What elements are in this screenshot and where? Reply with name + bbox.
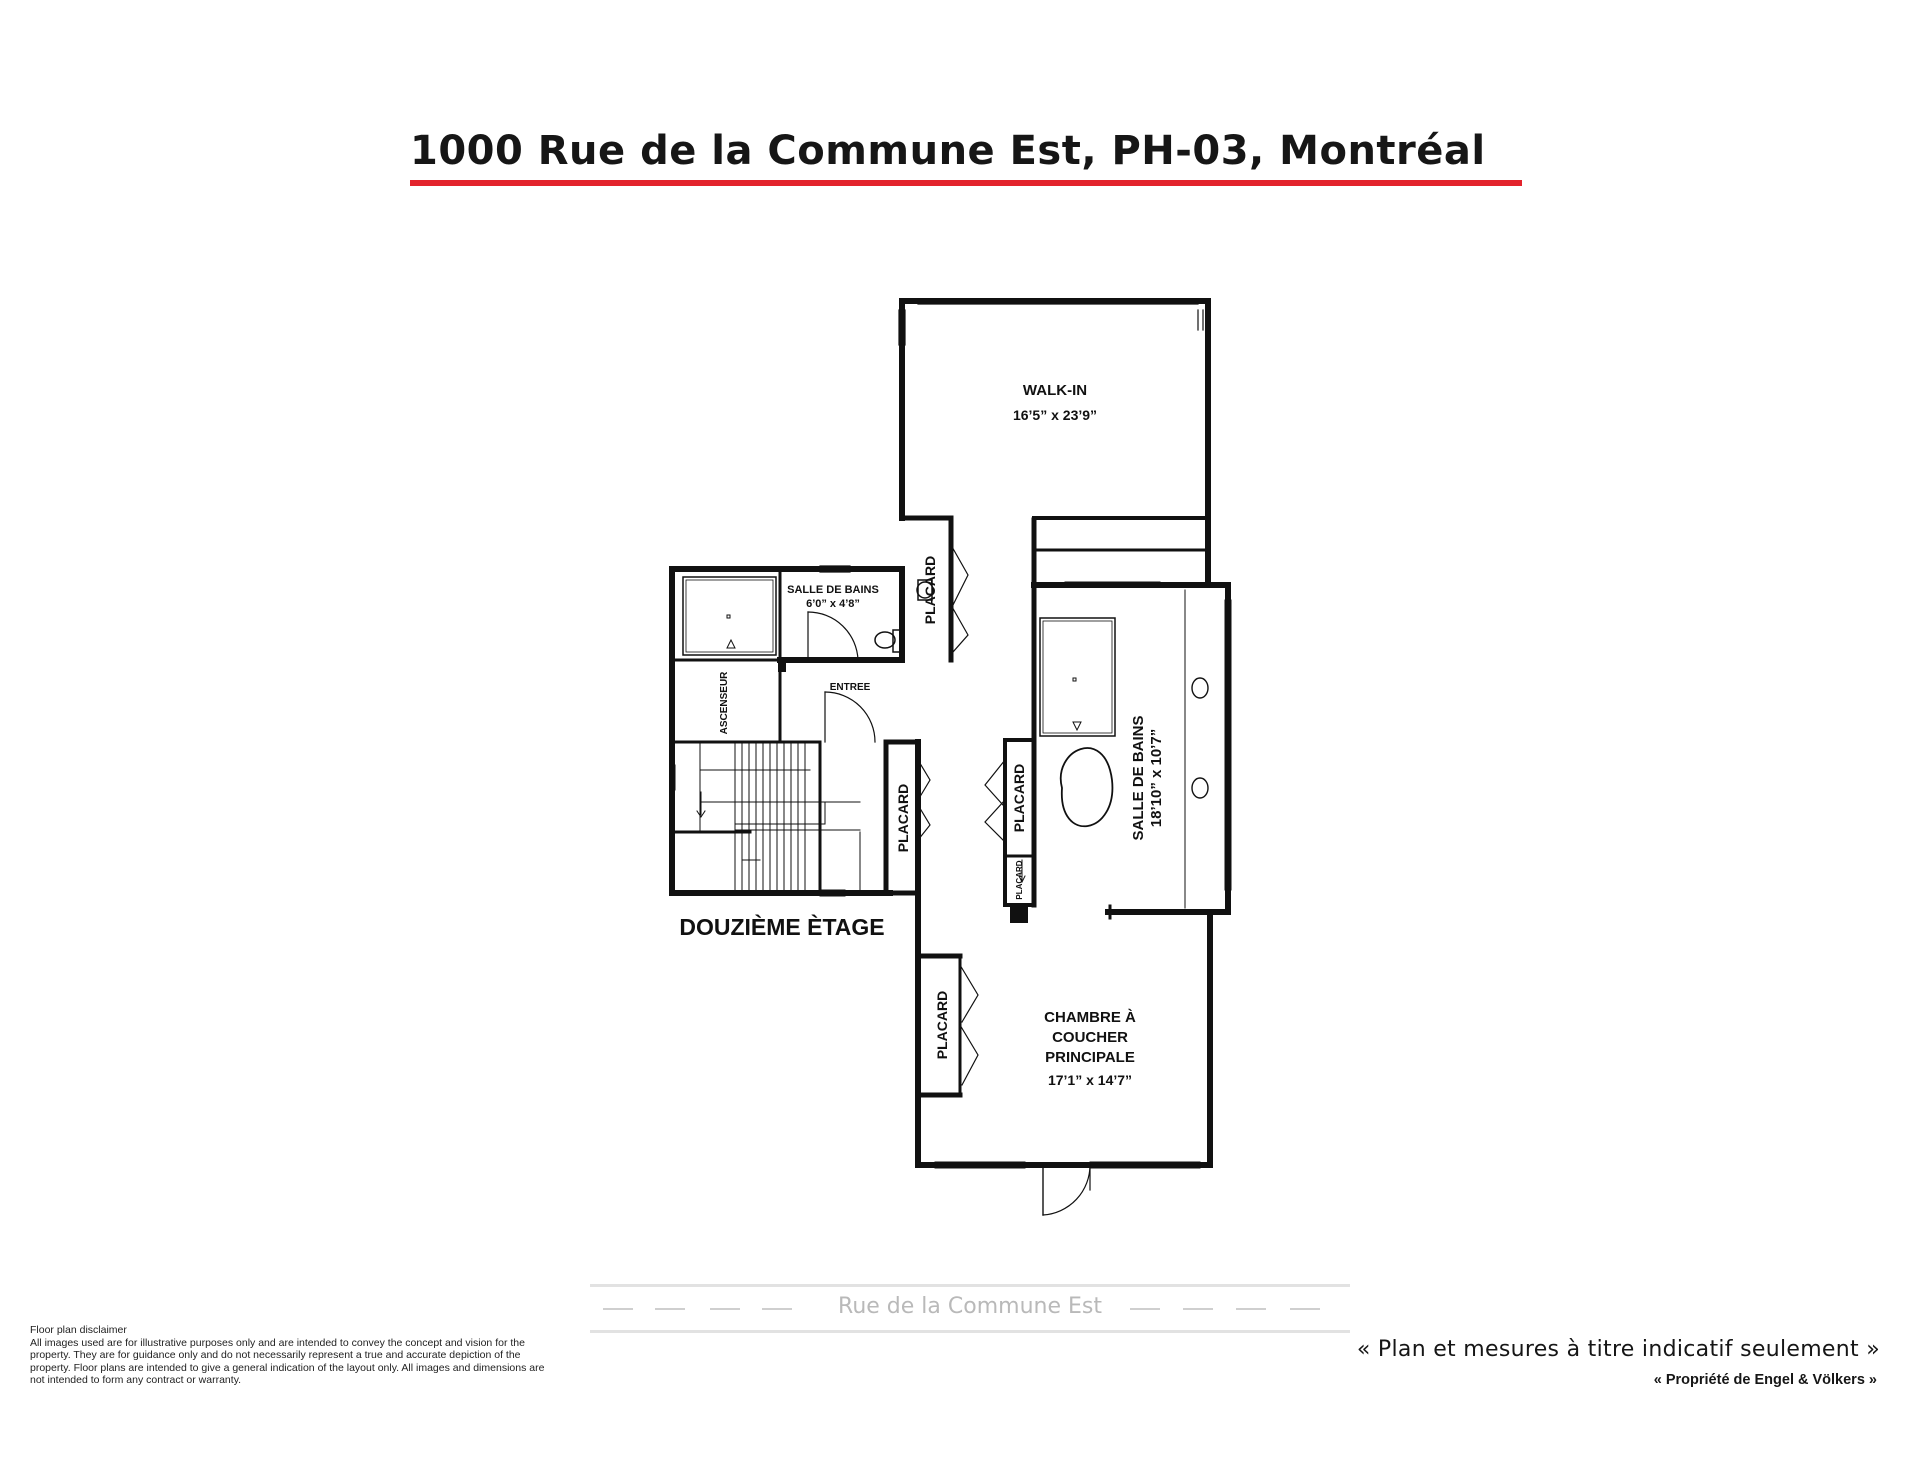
disclaimer-title: Floor plan disclaimer	[30, 1324, 127, 1336]
walkin-name: WALK-IN	[1022, 382, 1088, 399]
chambre-line2: COUCHER	[1052, 1029, 1128, 1046]
placard-label-4: PLACARD	[1015, 860, 1024, 900]
placard-label-5: PLACARD	[934, 990, 950, 1060]
street-name: Rue de la Commune Est	[838, 1294, 1102, 1319]
street-line-top	[590, 1284, 1350, 1287]
floor-label: DOUZIÈME ÈTAGE	[679, 914, 885, 940]
ascenseur-label: ASCENSEUR	[719, 671, 730, 735]
chambre-line3: PRINCIPALE	[1045, 1049, 1135, 1066]
sdb-small-dims: 6’0” x 4’8”	[806, 598, 860, 610]
center-walls	[985, 520, 1034, 923]
indicative-note: « Plan et mesures à titre indicatif seulement »	[1356, 1337, 1880, 1362]
entree-label: ENTREE	[829, 682, 871, 693]
sdb-small-name: SALLE DE BAINS	[787, 584, 879, 596]
page-title: 1000 Rue de la Commune Est, PH-03, Montréal	[410, 128, 1486, 174]
sdb-main-name: SALLE DE BAINS	[1130, 715, 1147, 841]
sdb-main-dims: 18’10” x 10’7”	[1148, 728, 1165, 828]
street-line-bottom	[590, 1330, 1350, 1333]
placard-label-3: PLACARD	[1011, 763, 1027, 833]
walkin-windows	[899, 299, 1203, 345]
walkin-walls	[902, 301, 1208, 585]
stairs	[697, 742, 860, 893]
ownership-note: « Propriété de Engel & Völkers »	[1653, 1372, 1877, 1388]
placard-label-1: PLACARD	[922, 555, 938, 625]
placard-label-2: PLACARD	[895, 783, 911, 853]
chambre-dims: 17’1” x 14’7”	[1047, 1072, 1133, 1088]
left-block-walls	[672, 569, 902, 893]
disclaimer	[30, 1324, 550, 1387]
walkin-dims: 16’5” x 23’9”	[1012, 407, 1098, 423]
chambre-line1: CHAMBRE À	[1044, 1009, 1136, 1026]
disclaimer-body: All images used are for illustrative purposes only and are intended to convey the concept and vision for the property. They are for guidance only and do not necessarily represent a true and accurate depiction of the property. Floor plans are intended to give a general indication of the layout only. All images and dimensions are not intended to form any contract or warranty.	[30, 1336, 545, 1386]
